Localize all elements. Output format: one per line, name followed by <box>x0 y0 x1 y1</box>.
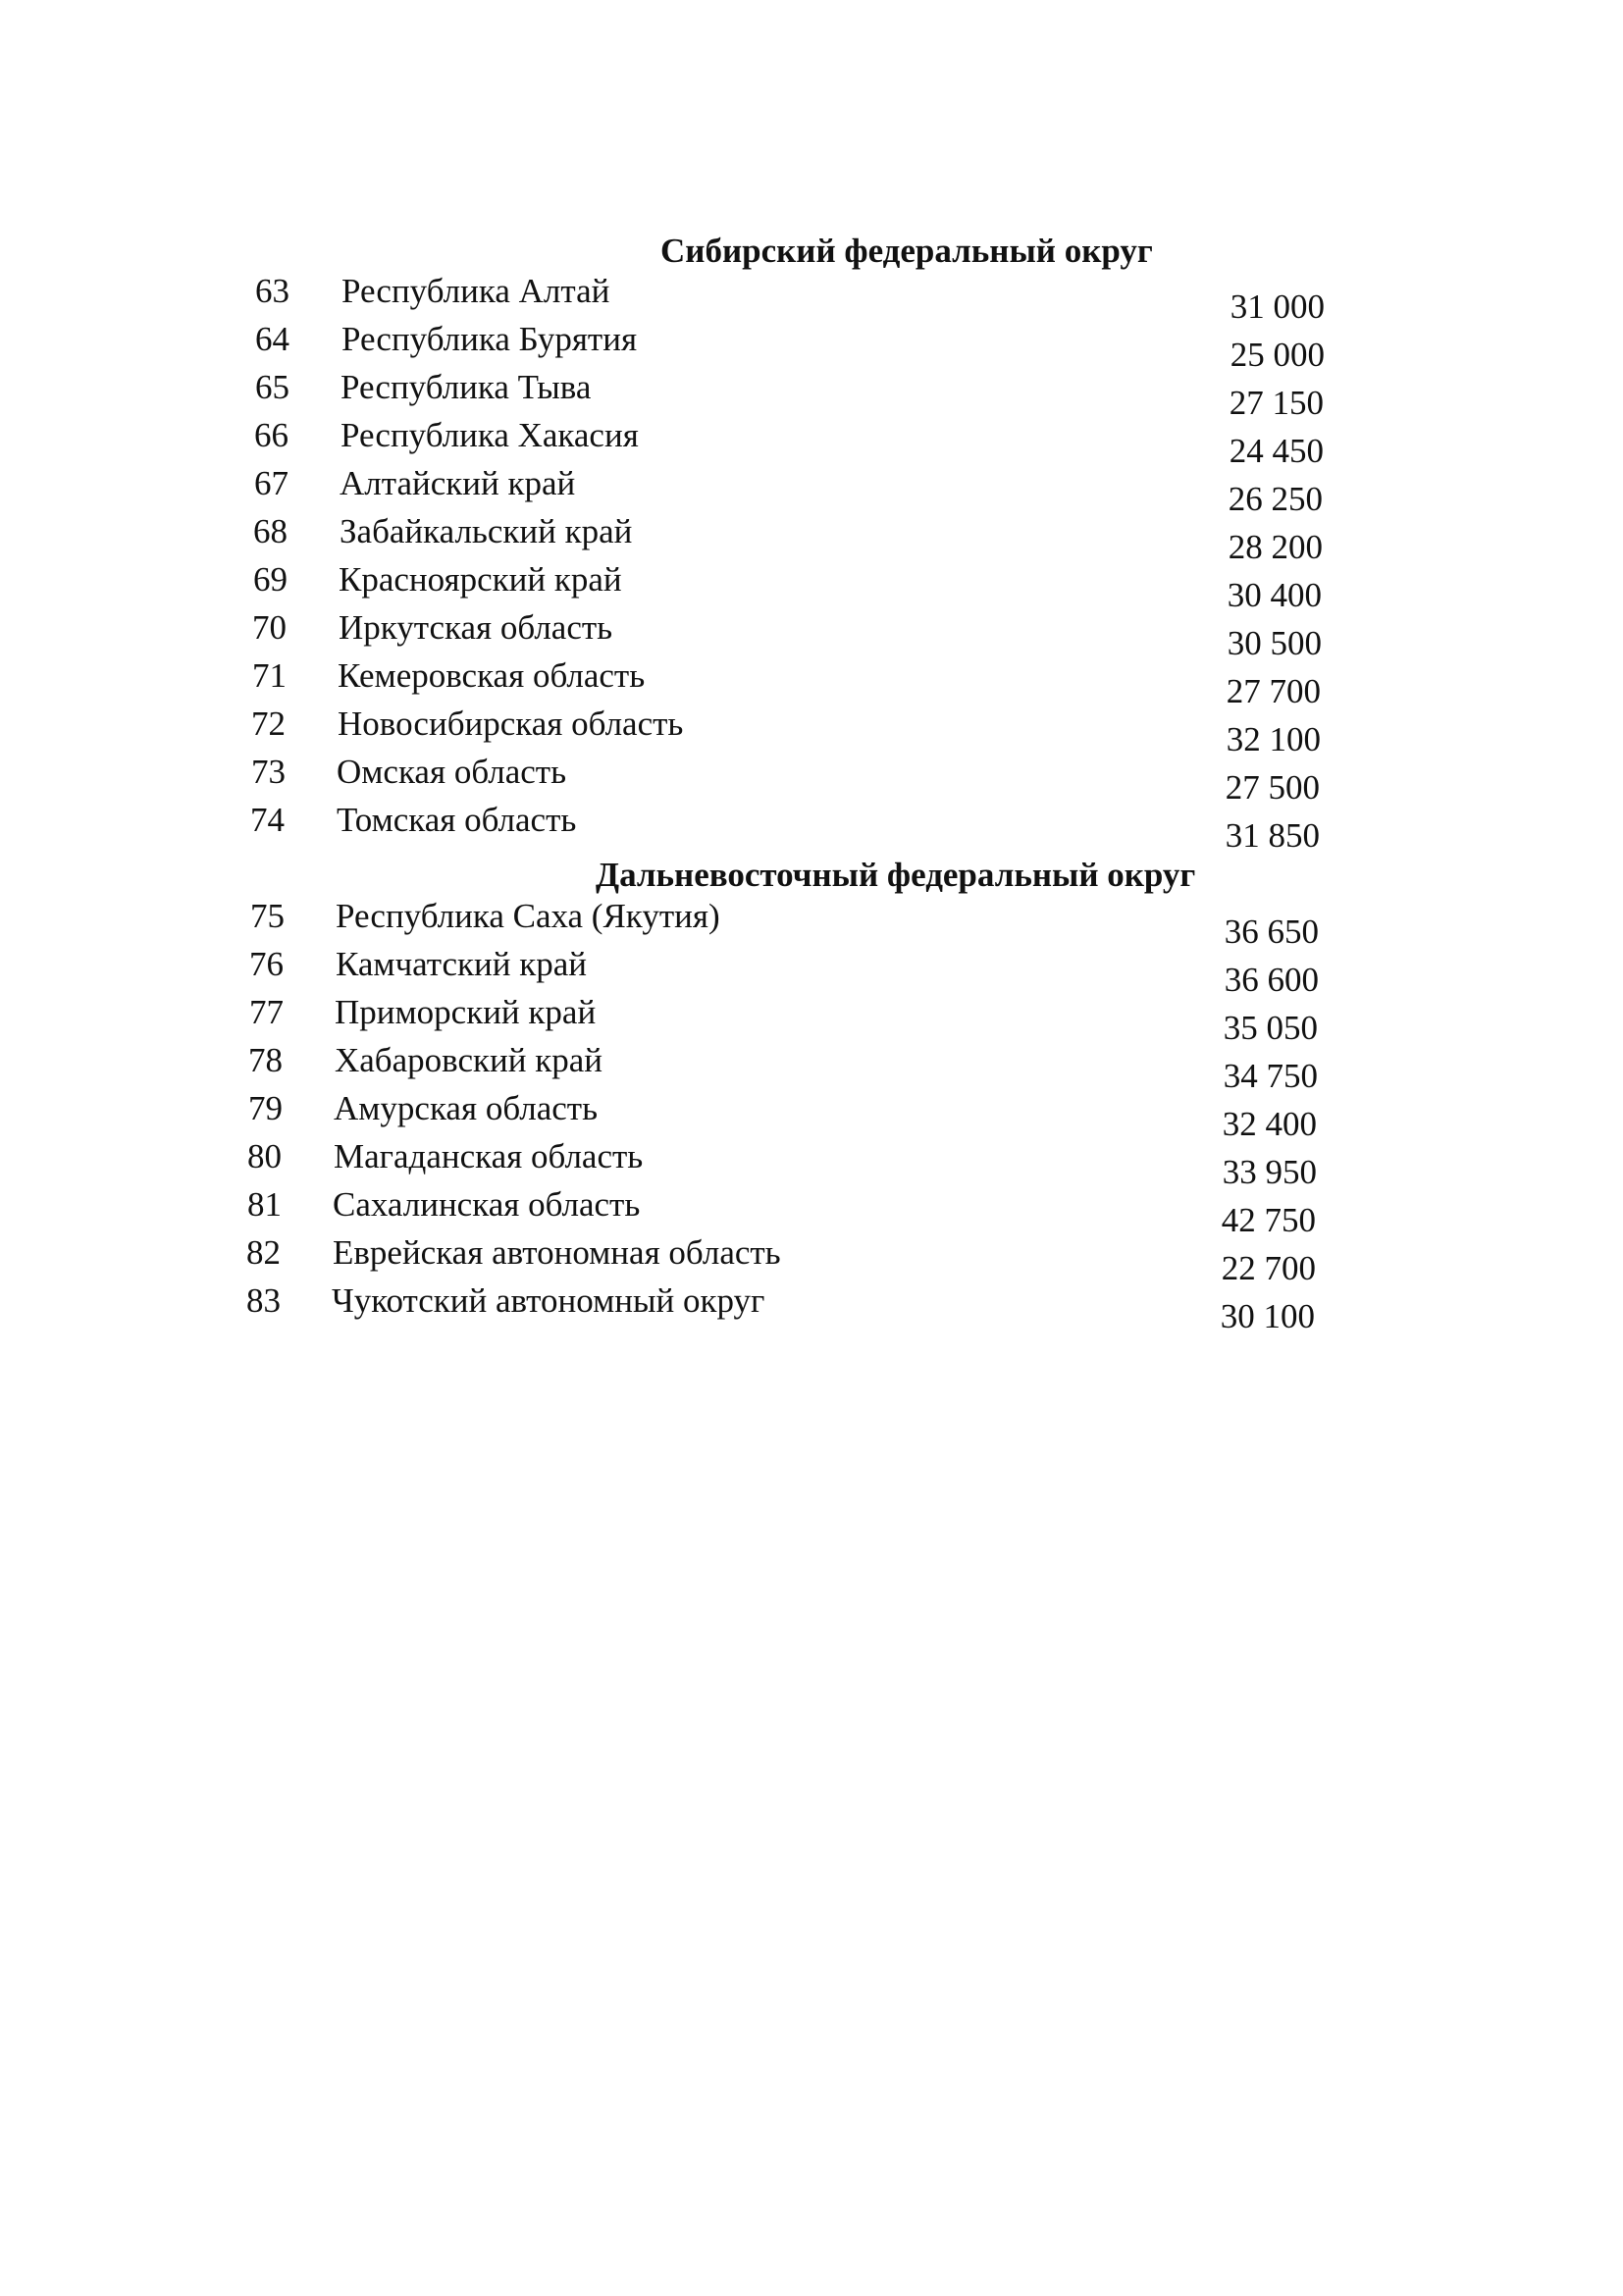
table-row <box>0 1233 1623 1287</box>
amount-value: 36 650 <box>1224 913 1319 951</box>
row-number: 74 <box>250 801 285 839</box>
row-number: 71 <box>252 656 287 695</box>
row-number: 78 <box>248 1041 283 1079</box>
table-row <box>0 1137 1623 1191</box>
table-row <box>0 753 1623 807</box>
amount-value: 25 000 <box>1230 336 1325 374</box>
row-number: 80 <box>247 1137 282 1175</box>
row-number: 68 <box>253 512 288 550</box>
amount-value: 27 150 <box>1229 384 1324 422</box>
row-number: 81 <box>247 1185 282 1224</box>
region-name: Чукотский автономный округ <box>332 1281 765 1320</box>
row-number: 64 <box>255 320 289 358</box>
section-title: Дальневосточный федеральный округ <box>596 856 1196 894</box>
row-number: 75 <box>250 897 285 935</box>
region-name: Республика Тыва <box>340 368 592 406</box>
table-row <box>0 272 1623 326</box>
table-row <box>0 320 1623 374</box>
row-number: 63 <box>255 272 289 310</box>
region-name: Новосибирская область <box>338 704 684 743</box>
table-row <box>0 512 1623 566</box>
table-row <box>0 608 1623 662</box>
row-number: 67 <box>254 464 288 502</box>
table-row <box>0 1041 1623 1095</box>
region-name: Иркутская область <box>339 608 613 647</box>
amount-value: 34 750 <box>1223 1057 1318 1095</box>
region-name: Республика Алтай <box>341 272 610 310</box>
row-number: 77 <box>249 993 284 1031</box>
region-name: Магаданская область <box>334 1137 644 1175</box>
region-name: Амурская область <box>334 1089 599 1127</box>
amount-value: 33 950 <box>1222 1153 1317 1191</box>
table-row <box>0 464 1623 518</box>
table-row <box>0 656 1623 710</box>
row-number: 83 <box>246 1281 281 1320</box>
amount-value: 31 000 <box>1230 287 1325 326</box>
table-row <box>0 801 1623 855</box>
table-row <box>0 993 1623 1047</box>
amount-value: 32 100 <box>1226 720 1321 758</box>
region-name: Камчатский край <box>336 945 588 983</box>
table-row <box>0 945 1623 999</box>
region-name: Хабаровский край <box>335 1041 602 1079</box>
amount-value: 30 500 <box>1227 624 1322 662</box>
amount-value: 36 600 <box>1224 961 1319 999</box>
amount-value: 30 400 <box>1227 576 1322 614</box>
amount-value: 42 750 <box>1221 1201 1316 1239</box>
region-name: Алтайский край <box>340 464 576 502</box>
region-name: Томская область <box>337 801 577 839</box>
section-title: Сибирский федеральный округ <box>660 232 1153 270</box>
region-name: Приморский край <box>335 993 597 1031</box>
amount-value: 28 200 <box>1228 528 1323 566</box>
row-number: 82 <box>246 1233 281 1272</box>
row-number: 65 <box>255 368 289 406</box>
table-row <box>0 368 1623 422</box>
region-name: Омская область <box>337 753 567 791</box>
table-row <box>0 1281 1623 1335</box>
region-name: Забайкальский край <box>340 512 633 550</box>
amount-value: 22 700 <box>1221 1249 1316 1287</box>
region-name: Кемеровская область <box>338 656 646 695</box>
region-name: Еврейская автономная область <box>333 1233 781 1272</box>
row-number: 72 <box>251 704 286 743</box>
amount-value: 26 250 <box>1228 480 1323 518</box>
amount-value: 24 450 <box>1229 432 1324 470</box>
amount-value: 27 700 <box>1226 672 1321 710</box>
amount-value: 27 500 <box>1225 768 1320 807</box>
table-row <box>0 897 1623 951</box>
table-row <box>0 1089 1623 1143</box>
row-number: 70 <box>252 608 287 647</box>
region-name: Республика Саха (Якутия) <box>336 897 720 935</box>
amount-value: 35 050 <box>1223 1009 1318 1047</box>
amount-value: 31 850 <box>1225 816 1320 855</box>
row-number: 79 <box>248 1089 283 1127</box>
row-number: 66 <box>254 416 288 454</box>
amount-value: 32 400 <box>1222 1105 1317 1143</box>
row-number: 69 <box>253 560 288 599</box>
row-number: 73 <box>251 753 286 791</box>
table-row <box>0 416 1623 470</box>
table-row <box>0 704 1623 758</box>
region-name: Республика Хакасия <box>340 416 639 454</box>
region-name: Красноярский край <box>339 560 622 599</box>
row-number: 76 <box>249 945 284 983</box>
table-row <box>0 560 1623 614</box>
table-row <box>0 1185 1623 1239</box>
region-name: Республика Бурятия <box>341 320 638 358</box>
amount-value: 30 100 <box>1220 1297 1315 1335</box>
region-name: Сахалинская область <box>333 1185 641 1224</box>
